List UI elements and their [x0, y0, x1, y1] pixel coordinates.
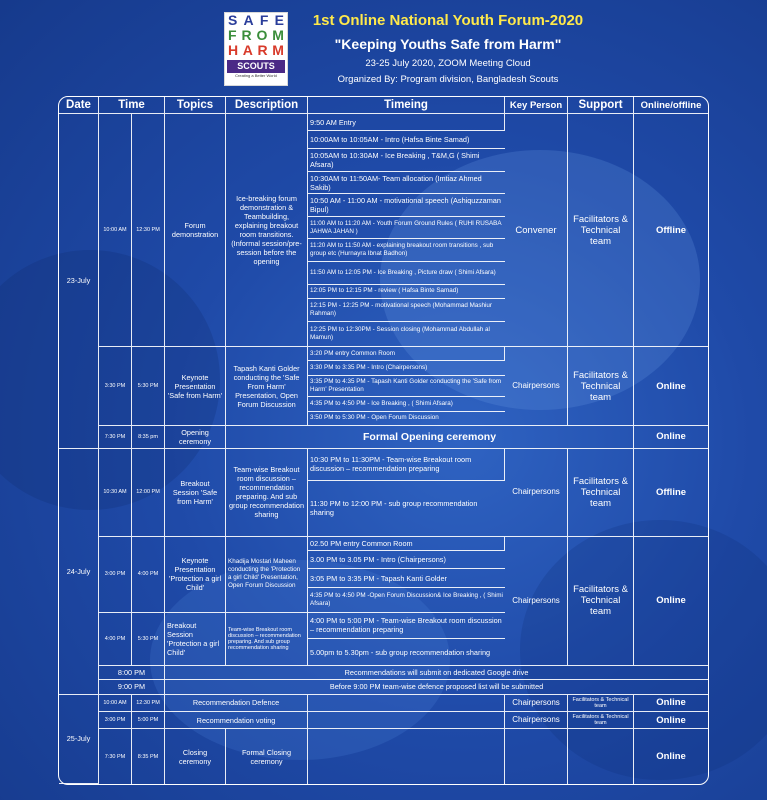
empty-timing [308, 729, 505, 784]
timing-item: 4:35 PM to 4:50 PM - Ice Breaking , ( Shimi Afsara) [308, 397, 505, 411]
safe-from-harm-logo: S A F E F R O M H A R M SCOUTS Creating a Better World [224, 12, 288, 86]
topic-cell: Recommendation Defence [165, 695, 308, 712]
time-end: 5:30 PM [132, 613, 165, 666]
col-time: Time [99, 97, 165, 114]
timing-item: 10:05AM to 10:30AM - Ice Breaking , T&M,G ( Shimi Afsara) [308, 149, 505, 172]
time-start: 10:30 AM [99, 449, 132, 537]
topic-cell: Recommendation voting [165, 712, 308, 729]
mode-cell: Offline [634, 114, 708, 347]
time-start: 4:00 PM [99, 613, 132, 666]
timing-item: 10:30AM to 11:50AM- Team allocation (Imtiaz Ahmed Sakib) [308, 172, 505, 195]
support-cell: Facilitators & Technical team [568, 712, 634, 729]
support-cell: Facilitators & Technical team [568, 537, 634, 666]
topic-cell: Keynote Presentation 'Protection a girl Child' [165, 537, 226, 613]
description-cell: Khadija Mostari Maheen conducting the 'Protection a girl Child' Presentation, Open Forum Discussion [226, 537, 308, 613]
organizer-line: Organized By: Program division, Bangladesh Scouts [337, 74, 559, 85]
mode-cell: Online [634, 426, 708, 449]
time-end: 8:35 PM [132, 729, 165, 784]
time-end: 8:35 pm [132, 426, 165, 449]
col-description: Description [226, 97, 308, 114]
note-text: Recommendations will submit on dedicated Google drive [165, 666, 708, 680]
support-cell: Facilitators & Technical team [568, 695, 634, 712]
forum-subtitle: "Keeping Youths Safe from Harm" [334, 36, 562, 52]
key-person-cell: Chairpersons [505, 449, 568, 537]
key-person-cell: Chairpersons [505, 712, 568, 729]
timing-item: 3.00 PM to 3.05 PM - Intro (Chairpersons) [308, 551, 505, 569]
topic-cell: Forum demonstration [165, 114, 226, 347]
schedule-table [58, 96, 709, 785]
description-cell: Team-wise Breakout room discussion – recommendation preparing. And sub group recommendation sharing [226, 613, 308, 666]
description-cell: Ice-breaking forum demonstration & Teambuilding, explaining breakout room transitions. (Informal session/pre-session before the opening [226, 114, 308, 347]
time-end: 12:00 PM [132, 449, 165, 537]
col-key-person: Key Person [505, 97, 568, 114]
topic-cell: Keynote Presentation 'Safe from Harm' [165, 347, 226, 426]
timing-item: 12:15 PM - 12:25 PM - motivational speech (Mohammad Mashiur Rahman) [308, 299, 505, 323]
time-start: 7:30 PM [99, 426, 132, 449]
timing-item: 11:20 AM to 11:50 AM - explaining breakout room transitions , sub group etc (Hurnayra Ibnat Badhon) [308, 239, 505, 262]
topic-cell: Breakout Session 'Protection a girl Child' [165, 613, 226, 666]
timing-item: 12:05 PM to 12:15 PM - review ( Hafsa Binte Samad) [308, 285, 505, 299]
col-date: Date [59, 97, 99, 114]
timing-item: 9:50 AM Entry [308, 114, 505, 130]
note-time: 9:00 PM [99, 680, 165, 694]
col-support: Support [568, 97, 634, 114]
time-end: 5:30 PM [132, 347, 165, 426]
description-cell: Tapash Kanti Golder conducting the 'Safe From Harm' Presentation, Open Forum Discussion [226, 347, 308, 426]
header-row [59, 97, 708, 114]
time-start: 10:00 AM [99, 695, 132, 712]
time-start: 10:00 AM [99, 114, 132, 347]
mode-cell: Online [634, 347, 708, 426]
key-person-cell: Convener [505, 114, 568, 347]
date-cell: 24-July [59, 449, 99, 695]
time-start: 7:30 PM [99, 729, 132, 784]
date-cell: 23-July [59, 114, 99, 448]
timing-item: 4:00 PM to 5:00 PM - Team-wise Breakout room discussion – recommendation preparing [308, 613, 505, 640]
timing-item: 5.00pm to 5.30pm - sub group recommendation sharing [308, 639, 505, 666]
timing-item: 11:30 PM to 12:00 PM - sub group recommendation sharing [308, 481, 505, 536]
empty-timing [308, 712, 505, 729]
timing-item: 10:50 AM - 11:00 AM - motivational speech (Ashiquzzaman Bipul) [308, 194, 505, 217]
support-cell: Facilitators & Technical team [568, 114, 634, 347]
timing-item: 3:50 PM to 5:30 PM - Open Forum Discussion [308, 412, 505, 426]
key-person-cell: Chairpersons [505, 537, 568, 666]
mode-cell: Offline [634, 449, 708, 537]
note-text: Before 9:00 PM team-wise defence proposed list will be submitted [165, 680, 708, 694]
col-mode: Online/offline [634, 97, 708, 114]
mode-cell: Online [634, 695, 708, 712]
support-cell: Facilitators & Technical team [568, 347, 634, 426]
opening-ceremony-title: Formal Opening ceremony [226, 426, 634, 449]
description-cell: Team-wise Breakout room discussion – recommendation preparing. And sub group recommendation sharing [226, 449, 308, 537]
time-end: 5:00 PM [132, 712, 165, 729]
timing-item: 11:50 AM to 12:05 PM - Ice Breaking , Picture draw ( Shimi Afsara) [308, 262, 505, 285]
key-person-cell: Chairpersons [505, 695, 568, 712]
time-start: 3:30 PM [99, 347, 132, 426]
empty-timing [308, 695, 505, 712]
timing-item: 11:00 AM to 11:20 AM - Youth Forum Ground Rules ( RUHI RUSABA JAHWA JAHAN ) [308, 217, 505, 240]
empty-key [505, 729, 568, 784]
timing-item: 4:35 PM to 4:50 PM -Open Forum Discussion& Ice Breaking , ( Shimi Afsara) [308, 588, 505, 613]
timing-item: 02.50 PM entry Common Room [308, 537, 505, 551]
time-start: 3:00 PM [99, 712, 132, 729]
timing-item: 10:30 PM to 11:30PM - Team-wise Breakout room discussion – recommendation preparing [308, 449, 505, 482]
mode-cell: Online [634, 712, 708, 729]
time-end: 12:30 PM [132, 114, 165, 347]
timing-item: 3:05 PM to 3:35 PM - Tapash Kanti Golder [308, 569, 505, 587]
timing-item: 3:20 PM entry Common Room [308, 347, 505, 361]
key-person-cell: Chairpersons [505, 347, 568, 426]
description-cell: Formal Closing ceremony [226, 729, 308, 784]
date-cell: 25-July [59, 695, 99, 784]
topic-cell: Opening ceremony [165, 426, 226, 449]
col-timeing: Timeing [308, 97, 505, 114]
topic-cell: Breakout Session 'Safe from Harm' [165, 449, 226, 537]
forum-title: 1st Online National Youth Forum-2020 [312, 12, 584, 29]
support-cell: Facilitators & Technical team [568, 449, 634, 537]
time-start: 3:00 PM [99, 537, 132, 613]
note-time: 8:00 PM [99, 666, 165, 680]
col-topics: Topics [165, 97, 226, 114]
time-end: 12:30 PM [132, 695, 165, 712]
timing-item: 10:00AM to 10:05AM - Intro (Hafsa Binte Samad) [308, 131, 505, 149]
empty-support [568, 729, 634, 784]
date-line: 23-25 July 2020, ZOOM Meeting Cloud [365, 58, 531, 69]
time-end: 4:00 PM [132, 537, 165, 613]
timing-item: 3:35 PM to 4:35 PM - Tapash Kanti Golder conducting the 'Safe from Harm' Presentation [308, 376, 505, 398]
topic-cell: Closing ceremony [165, 729, 226, 784]
timing-item: 3:30 PM to 3:35 PM - Intro (Chairpersons) [308, 361, 505, 375]
timing-item: 12:25 PM to 12:30PM - Session closing (Mohammad Abdullah al Mamun) [308, 322, 505, 347]
mode-cell: Online [634, 537, 708, 666]
mode-cell: Online [656, 751, 686, 763]
